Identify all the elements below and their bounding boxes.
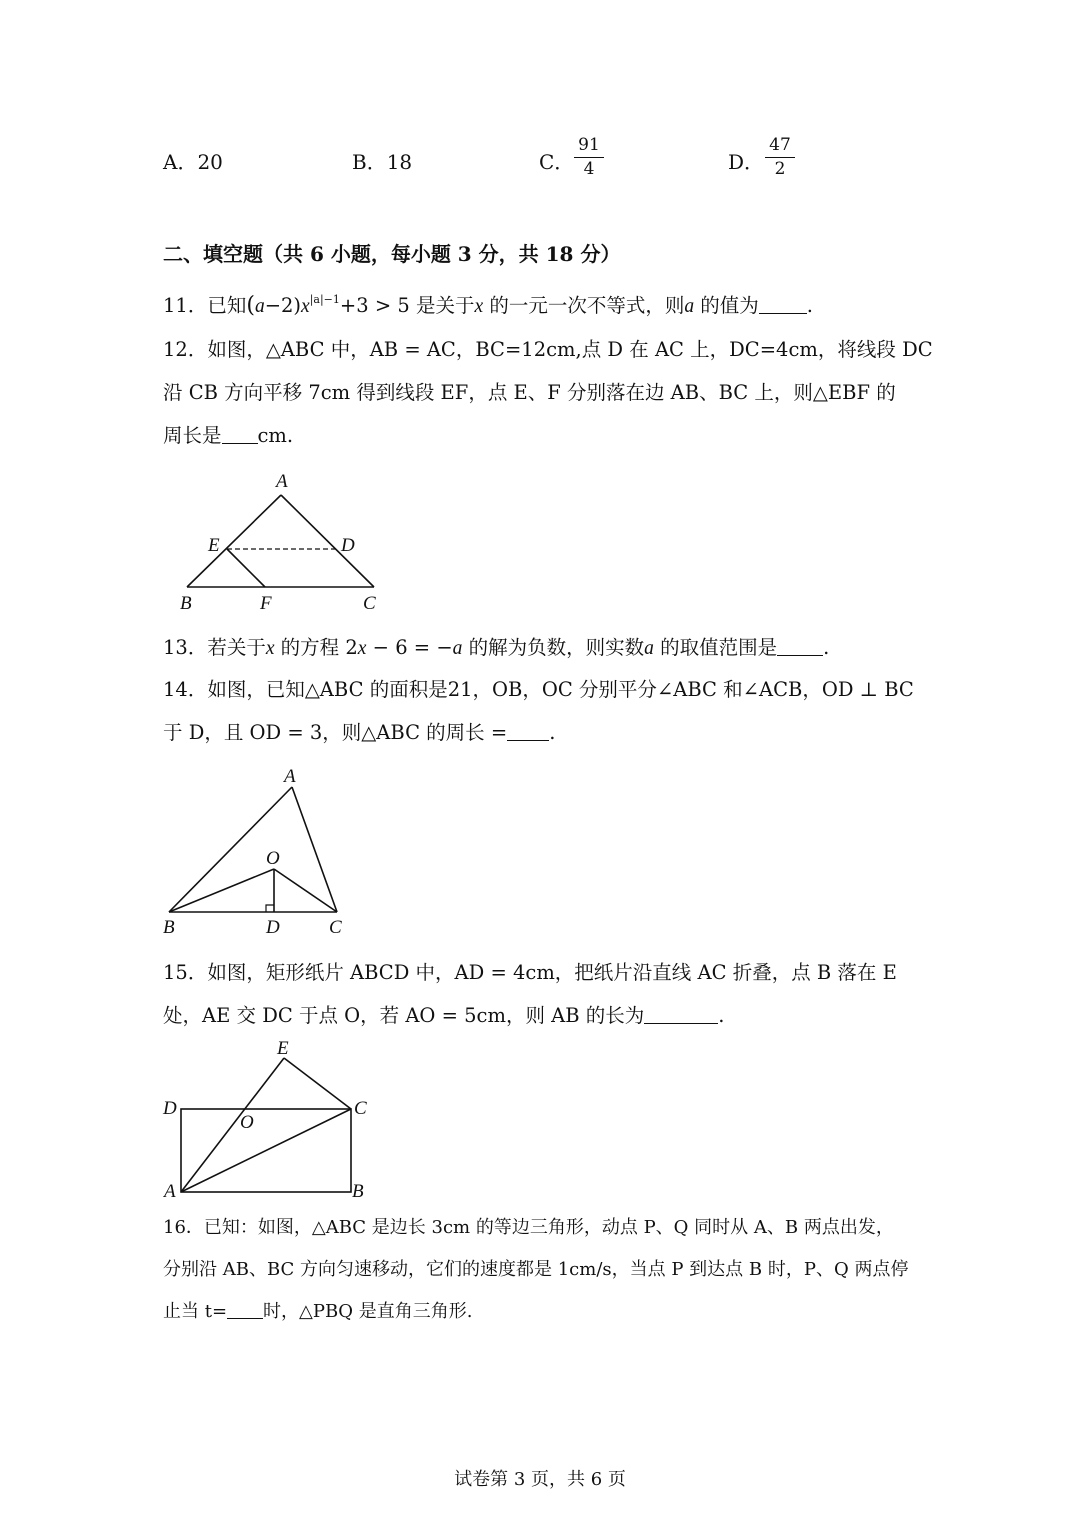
q16-line-3-post: 时，△PBQ 是直角三角形. [263,1301,473,1322]
question-14 [163,668,914,754]
q11-number: 11． [163,294,208,317]
option-c-label: C． [539,150,575,174]
q14-line-2-pre: 于 D，且 OD = 3，则△ABC 的周长 = [163,721,508,744]
q13-var-x2: x [357,638,367,659]
fig12-label-c: C [363,593,376,614]
q16-line-1: 16．已知：如图，△ABC 是边长 3cm 的等边三角形，动点 P、Q 同时从 A、B 两点出发， [163,1217,894,1238]
fig14-label-b: B [163,917,175,938]
option-a-label: A． [163,150,198,174]
option-c-fraction [574,137,604,178]
fig14-label-o: O [266,848,280,869]
q16-answer-blank [227,1300,263,1319]
q13-answer-blank [777,637,823,656]
figure-15 [160,1034,390,1204]
option-d-label: D． [728,150,765,174]
option-c-numerator: 91 [574,137,604,158]
fig15-segment-ec [284,1058,351,1109]
fig15-label-e: E [277,1038,289,1059]
q11-exponent: |a|−1 [309,293,340,306]
q12-answer-blank [222,425,258,444]
figure-12 [160,465,400,615]
q13-text-4: 的解为负数，则实数 [462,636,645,659]
fig15-label-o: O [240,1112,254,1133]
fig14-side-ac [292,787,337,912]
section-title: 二、填空题（共 6 小题，每小题 3 分，共 18 分） [163,242,621,266]
q15-line-2-pre: 处，AE 交 DC 于点 O，若 AO = 5cm，则 AB 的长为 [163,1004,645,1027]
q16-line-3-pre: 止当 t= [163,1301,228,1322]
q11-var-x2: x [474,296,484,317]
fig14-right-angle-mark [266,905,274,912]
option-b-value: 18 [386,150,413,174]
fig12-side-ac [281,495,374,587]
fig15-diagonal-ac [181,1109,351,1192]
q11-var-a2: a [684,296,695,317]
q13-end: . [823,636,830,659]
fig14-label-d: D [266,917,280,938]
q12-line-3-pre: 周长是 [163,424,222,447]
fig12-side-ab [187,495,281,587]
fig12-label-e: E [208,535,220,556]
fig14-label-a: A [284,766,296,787]
option-d-denominator: 2 [774,159,786,179]
q15-answer-blank [644,1005,718,1024]
q11-text-3: +3 > 5 是关于 [339,294,475,317]
q14-line-1: 14．如图，已知△ABC 的面积是21，OB，OC 分别平分∠ABC 和∠ACB，OD ⊥ BC [163,678,914,701]
q13-var-a: a [452,638,463,659]
question-13 [163,626,829,670]
option-b [352,146,412,175]
fig15-label-b: B [352,1181,364,1202]
option-d-fraction [765,137,795,178]
question-12 [163,328,933,457]
option-d-numerator: 47 [765,137,795,158]
fig15-label-a: A [164,1181,176,1202]
option-a [163,146,223,175]
q13-text-5: 的取值范围是 [653,636,778,659]
fig14-segment-oc [274,869,337,912]
q11-answer-blank [759,295,807,314]
q11-var-x: x [301,296,310,317]
question-15 [163,951,897,1037]
q15-line-1: 15．如图，矩形纸片 ABCD 中，AD = 4cm，把纸片沿直线 AC 折叠，点 B 落在 E [163,961,897,984]
fig12-label-d: D [341,535,355,556]
q13-text-2: 的方程 2 [274,636,358,659]
fig12-label-a: A [276,471,288,492]
fig12-label-b: B [180,593,192,614]
q11-end: . [806,294,813,317]
q12-line-1: 12．如图，△ABC 中，AB = AC，BC=12cm,点 D 在 AC 上，DC=4cm，将线段 DC [163,338,933,361]
q11-text-5: 的值为 [694,294,759,317]
q11-text-2: −2) [264,294,302,317]
option-a-value: 20 [197,150,223,174]
page-footer: 试卷第 3 页，共 6 页 [454,1469,626,1490]
fig15-label-d: D [163,1098,177,1119]
fig14-segment-ob [169,869,274,912]
q14-answer-blank [507,722,549,741]
option-b-label: B． [352,150,387,174]
q13-text-1: 13．若关于 [163,636,266,659]
q12-line-3-post: cm. [257,424,294,447]
q14-line-2-post: . [549,721,556,744]
q13-var-x: x [265,638,275,659]
fig14-label-c: C [329,917,342,938]
fig12-label-f: F [260,593,272,614]
q13-text-3: − 6 = − [366,636,453,659]
question-16 [163,1207,908,1333]
q15-line-2-post: . [718,1004,725,1027]
fig15-segment-ae [181,1058,284,1192]
question-11: 11．已知$(a-2)x^{|a|-1}+3 > 5$ 是关于x 的一元一次不等式，则a 的值为 . [163,293,813,318]
figure-14 [160,762,360,942]
q13-var-a2: a [644,638,654,659]
q12-line-2: 沿 CB 方向平移 7cm 得到线段 EF，点 E、F 分别落在边 AB、BC 上，则△EBF 的 [163,381,896,404]
option-c-denominator: 4 [583,159,595,179]
q11-var-a: a [254,296,265,317]
q11-text-1: 已知 [207,294,247,317]
fig15-label-c: C [354,1098,367,1119]
fig12-segment-ef [227,549,265,587]
q16-line-2: 分别沿 AB、BC 方向匀速移动，它们的速度都是 1cm/s，当点 P 到达点 B 时，P、Q 两点停 [163,1259,909,1280]
q11-text-4: 的一元一次不等式，则 [483,294,685,317]
